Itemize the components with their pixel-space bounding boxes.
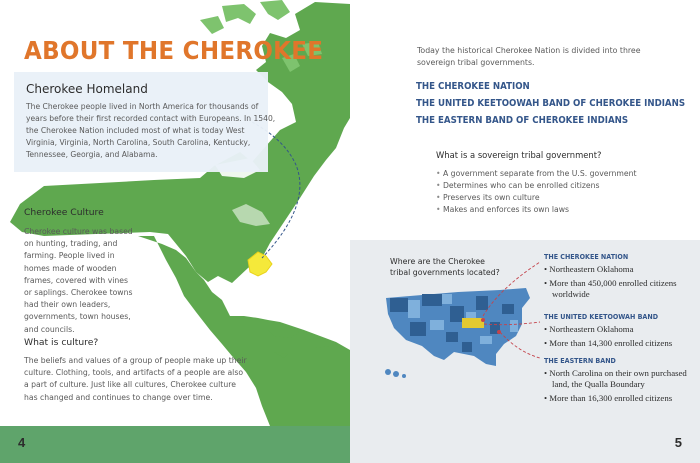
list-item: • A government separate from the U.S. government bbox=[436, 168, 636, 180]
government-name: THE UNITED KEETOOWAH BAND OF CHEROKEE INDIANS bbox=[416, 98, 686, 109]
homeland-box bbox=[14, 72, 276, 172]
list-item: • Northeastern Oklahoma bbox=[544, 264, 694, 275]
list-item: • More than 16,300 enrolled citizens bbox=[544, 393, 694, 404]
list-item: • Northeastern Oklahoma bbox=[544, 324, 694, 335]
intro-text: Today the historical Cherokee Nation is divided into three sovereign tribal governments. bbox=[417, 46, 641, 67]
tribe-united-keetoowah bbox=[544, 312, 694, 351]
tribe-eastern-band bbox=[544, 356, 694, 407]
tribe-cherokee-nation bbox=[544, 252, 694, 303]
sovereign-question: What is a sovereign tribal government? bbox=[436, 150, 602, 160]
what-is-culture-text: The beliefs and values of a group of people make up their culture. Clothing, tools, and artifacts of a people are also a part of culture. Just like all cultures, Cherokee culture has changed and continues to change over time. bbox=[24, 356, 247, 402]
list-item: • More than 14,300 enrolled citizens bbox=[544, 338, 694, 349]
homeland-heading: Cherokee Homeland bbox=[26, 82, 148, 96]
list-item: • More than 450,000 enrolled citizens worldwide bbox=[544, 278, 694, 300]
list-item: • Determines who can be enrolled citizens bbox=[436, 180, 636, 192]
culture-heading: Cherokee Culture bbox=[24, 207, 104, 218]
homeland-text: The Cherokee people lived in North America for thousands of years before their first recorded contact with Europeans. In 1540, the Cherokee Nation included most of what is today West Virginia, Virginia, North Carolina, South Carolina, Kentucky, Tennessee, Georgia, and Alabama. bbox=[26, 102, 276, 159]
list-item: • North Carolina on their own purchased land, the Qualla Boundary bbox=[544, 368, 694, 390]
list-item: • Makes and enforces its own laws bbox=[436, 204, 636, 216]
page-number-left: 4 bbox=[18, 435, 26, 450]
tribe-name: THE UNITED KEETOOWAH BAND bbox=[544, 312, 659, 321]
what-is-culture-heading: What is culture? bbox=[24, 337, 99, 348]
right-page bbox=[350, 0, 700, 463]
page-title: ABOUT THE CHEROKEE bbox=[24, 36, 324, 65]
tribe-name: THE CHEROKEE NATION bbox=[544, 252, 629, 261]
culture-text: Cherokee culture was based on hunting, trading, and farming. People lived in homes made of wooden frames, covered with vines or saplings. Cherokee towns had their own leaders, governments, town houses, and councils. bbox=[24, 227, 133, 334]
government-name: THE CHEROKEE NATION bbox=[416, 81, 530, 92]
sovereign-bullets bbox=[436, 168, 636, 216]
government-name: THE EASTERN BAND OF CHEROKEE INDIANS bbox=[416, 115, 629, 126]
where-question: Where are the Cherokee tribal governments located? bbox=[390, 257, 500, 277]
list-item: • Preserves its own culture bbox=[436, 192, 636, 204]
location-panel bbox=[350, 240, 700, 463]
page-number-right: 5 bbox=[674, 435, 682, 450]
tribe-name: THE EASTERN BAND bbox=[544, 356, 616, 365]
footer-bar bbox=[0, 426, 350, 463]
